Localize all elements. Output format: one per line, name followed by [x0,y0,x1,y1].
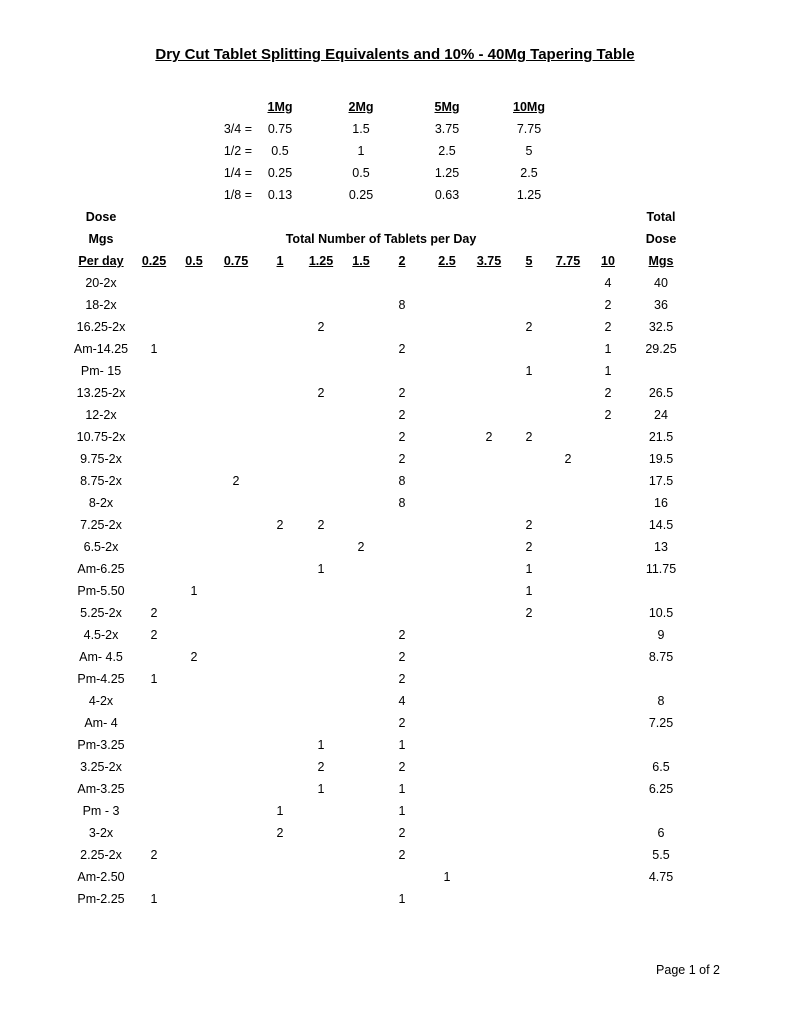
tablet-count-cell: 2 [317,320,325,334]
total-dose-cell: 16 [654,496,668,510]
tablet-count-cell: 2 [190,650,198,664]
page-number: Page 1 of 2 [656,963,720,977]
dose-cell: 20-2x [85,276,117,290]
split-column-header: 5Mg [434,100,460,114]
total-dose-cell: 26.5 [648,386,674,400]
tablet-count-cell: 1 [398,782,406,796]
dose-cell: 13.25-2x [76,386,126,400]
total-dose-cell: 32.5 [648,320,674,334]
tablet-count-cell: 2 [398,716,406,730]
dose-cell: Am-2.50 [77,870,125,884]
dose-cell: 2.25-2x [80,848,122,862]
tablet-count-cell: 2 [398,342,406,356]
split-value-cell: 0.13 [267,188,293,202]
split-column-header: 1Mg [267,100,293,114]
split-fraction-label: 1/4 = [223,166,252,180]
tablet-count-cell: 2 [485,430,493,444]
total-dose-cell: 36 [654,298,668,312]
tablet-count-cell: 1 [150,892,158,906]
tablet-count-cell: 2 [150,606,158,620]
tablet-count-cell: 8 [398,474,406,488]
total-dose-cell: 17.5 [648,474,674,488]
tablet-count-cell: 1 [317,782,325,796]
tablet-strength-column-header: 2.5 [438,254,456,268]
total-dose-cell: 5.5 [652,848,670,862]
split-value-cell: 2.5 [520,166,538,180]
dose-cell: 18-2x [85,298,117,312]
total-column-header: Dose [645,232,677,246]
tablet-count-cell: 2 [276,826,284,840]
tablet-count-cell: 2 [398,826,406,840]
dose-column-header: Per day [78,254,124,268]
tablet-count-cell: 1 [276,804,284,818]
dose-cell: 8-2x [88,496,114,510]
total-dose-cell: 13 [654,540,668,554]
split-column-header: 2Mg [348,100,374,114]
tablet-count-cell: 2 [398,672,406,686]
dose-cell: 16.25-2x [76,320,126,334]
total-dose-cell: 24 [654,408,668,422]
tablet-count-cell: 1 [150,342,158,356]
tablet-strength-column-header: 2 [398,254,406,268]
split-value-cell: 0.5 [352,166,370,180]
dose-column-header: Dose [85,210,117,224]
tablet-strength-column-header: 3.75 [476,254,502,268]
dose-cell: Pm-4.25 [77,672,125,686]
dose-cell: Pm-2.25 [77,892,125,906]
dose-cell: 4-2x [88,694,114,708]
total-dose-cell: 14.5 [648,518,674,532]
tablet-count-cell: 8 [398,298,406,312]
dose-cell: Pm- 15 [80,364,122,378]
dose-cell: Pm-5.50 [77,584,125,598]
total-dose-cell: 4.75 [648,870,674,884]
tablet-count-cell: 2 [525,606,533,620]
tablet-count-cell: 1 [443,870,451,884]
tablet-count-cell: 2 [564,452,572,466]
tablet-count-cell: 2 [150,628,158,642]
tablet-count-cell: 1 [398,892,406,906]
tablet-strength-column-header: 7.75 [555,254,581,268]
dose-cell: Am-3.25 [77,782,125,796]
dose-cell: 3-2x [88,826,114,840]
total-column-header: Mgs [648,254,674,268]
tablet-count-cell: 2 [525,518,533,532]
tablet-count-cell: 1 [604,342,612,356]
tablet-strength-column-header: 0.25 [141,254,167,268]
tablet-count-cell: 1 [525,584,533,598]
tablet-count-cell: 2 [317,518,325,532]
tablet-count-cell: 4 [398,694,406,708]
split-fraction-label: 1/2 = [223,144,252,158]
tablet-count-cell: 2 [604,386,612,400]
split-value-cell: 0.25 [348,188,374,202]
dose-cell: Am- 4.5 [79,650,123,664]
tablet-count-cell: 1 [150,672,158,686]
total-dose-cell: 21.5 [648,430,674,444]
split-fraction-label: 1/8 = [223,188,252,202]
tablet-count-cell: 1 [398,804,406,818]
tablet-count-cell: 2 [604,298,612,312]
tablet-count-cell: 1 [317,738,325,752]
tablet-count-cell: 2 [525,320,533,334]
tablet-count-cell: 2 [525,430,533,444]
tablet-count-cell: 2 [604,408,612,422]
tablet-count-cell: 2 [357,540,365,554]
tablet-strength-column-header: 10 [601,254,615,268]
tablet-count-cell: 2 [232,474,240,488]
total-dose-cell: 8.75 [648,650,674,664]
dose-cell: 8.75-2x [80,474,122,488]
tablet-strength-column-header: 1 [276,254,284,268]
split-value-cell: 7.75 [516,122,542,136]
tablet-strength-column-header: 1.25 [308,254,334,268]
tablet-count-cell: 2 [525,540,533,554]
dose-cell: 3.25-2x [80,760,122,774]
tablets-per-day-header: Total Number of Tablets per Day [285,232,477,246]
page-title: Dry Cut Tablet Splitting Equivalents and 10% - 40Mg Tapering Table [155,46,635,63]
total-dose-cell: 29.25 [645,342,677,356]
split-value-cell: 1 [357,144,365,158]
total-dose-cell: 6.5 [652,760,670,774]
dose-cell: Am-6.25 [77,562,125,576]
total-dose-cell: 6 [657,826,665,840]
split-value-cell: 5 [525,144,533,158]
tablet-count-cell: 2 [276,518,284,532]
dose-column-header: Mgs [88,232,114,246]
tablet-strength-column-header: 0.75 [223,254,249,268]
tablet-count-cell: 2 [317,386,325,400]
dose-cell: 5.25-2x [80,606,122,620]
total-dose-cell: 19.5 [648,452,674,466]
dose-cell: 7.25-2x [80,518,122,532]
tablet-count-cell: 8 [398,496,406,510]
total-dose-cell: 8 [657,694,665,708]
split-value-cell: 1.25 [434,166,460,180]
total-dose-cell: 9 [657,628,665,642]
dose-cell: 9.75-2x [80,452,122,466]
tablet-count-cell: 1 [398,738,406,752]
dose-cell: Pm-3.25 [77,738,125,752]
total-dose-cell: 6.25 [648,782,674,796]
tablet-count-cell: 2 [604,320,612,334]
tablet-count-cell: 2 [398,848,406,862]
tablet-count-cell: 1 [525,562,533,576]
tablet-strength-column-header: 0.5 [185,254,203,268]
tablet-count-cell: 2 [398,408,406,422]
split-value-cell: 0.5 [271,144,289,158]
tablet-count-cell: 2 [398,760,406,774]
tablet-count-cell: 2 [398,430,406,444]
dose-cell: 12-2x [85,408,117,422]
split-fraction-label: 3/4 = [223,122,252,136]
tablet-count-cell: 2 [398,628,406,642]
dose-cell: Am- 4 [84,716,118,730]
split-value-cell: 3.75 [434,122,460,136]
split-value-cell: 1.5 [352,122,370,136]
tablet-count-cell: 1 [604,364,612,378]
total-dose-cell: 40 [654,276,668,290]
split-column-header: 10Mg [513,100,545,114]
tablet-count-cell: 2 [150,848,158,862]
tablet-count-cell: 2 [398,452,406,466]
dose-cell: 4.5-2x [83,628,119,642]
tablet-strength-column-header: 1.5 [352,254,370,268]
tablet-count-cell: 1 [317,562,325,576]
total-column-header: Total [646,210,676,224]
dose-cell: Am-14.25 [73,342,129,356]
split-value-cell: 0.75 [267,122,293,136]
tablet-strength-column-header: 5 [525,254,533,268]
tablet-count-cell: 1 [190,584,198,598]
tablet-count-cell: 2 [317,760,325,774]
split-value-cell: 0.25 [267,166,293,180]
tablet-count-cell: 2 [398,386,406,400]
split-value-cell: 2.5 [438,144,456,158]
dose-cell: Pm - 3 [82,804,120,818]
split-value-cell: 0.63 [434,188,460,202]
total-dose-cell: 11.75 [645,562,677,576]
total-dose-cell: 7.25 [648,716,674,730]
dose-cell: 6.5-2x [83,540,119,554]
total-dose-cell: 10.5 [648,606,674,620]
tablet-count-cell: 1 [525,364,533,378]
tablet-count-cell: 4 [604,276,612,290]
tablet-count-cell: 2 [398,650,406,664]
dose-cell: 10.75-2x [76,430,126,444]
split-value-cell: 1.25 [516,188,542,202]
